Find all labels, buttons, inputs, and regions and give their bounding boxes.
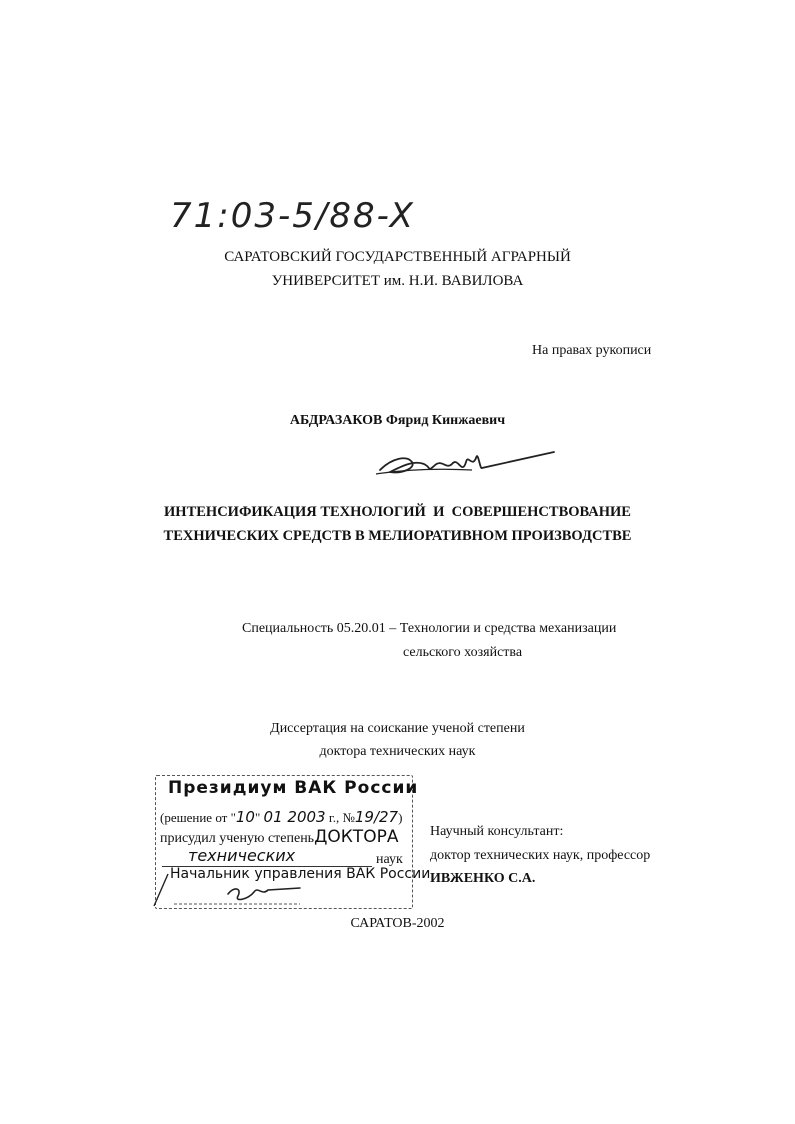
specialty-line1: Специальность 05.20.01 – Технологии и средства механизации	[242, 621, 617, 636]
author-name: АБДРАЗАКОВ Фярид Кинжаевич	[289, 413, 506, 428]
stamp-decision-number: 19/27	[354, 808, 399, 826]
author-signature	[372, 440, 557, 490]
stamp-field-handwritten: технических	[188, 846, 296, 865]
stamp-decision-day: 10	[235, 808, 255, 826]
city-year: САРАТОВ-2002	[350, 916, 445, 931]
consultant-name: ИВЖЕНКО С.А.	[430, 871, 536, 886]
degree-line2: доктора технических наук	[319, 744, 476, 759]
degree-line1: Диссертация на соискание ученой степени	[270, 721, 525, 736]
consultant-label: Научный консультант:	[430, 824, 564, 839]
stamp-awarded-prefix: присудил ученую степень	[160, 831, 315, 846]
stamp-decision	[160, 808, 402, 826]
stamp-title: Президиум ВАК России	[168, 778, 419, 798]
specialty-line2: сельского хозяйства	[403, 645, 523, 660]
catalog-number: 71:03-5/88-X	[170, 196, 415, 236]
university-name-line2: УНИВЕРСИТЕТ им. Н.И. ВАВИЛОВА	[271, 273, 524, 289]
manuscript-rights-note: На правах рукописи	[532, 343, 652, 358]
stamp-decision-year-suffix: г., №	[328, 810, 355, 825]
stamp-awarded	[160, 827, 398, 847]
dissertation-title-line2: ТЕХНИЧЕСКИХ СРЕДСТВ В МЕЛИОРАТИВНОМ ПРОИЗВОДСТВЕ	[163, 528, 632, 544]
stamp-awarded-degree: ДОКТОРА	[314, 827, 399, 847]
stamp-decision-prefix: (решение от "	[160, 810, 236, 825]
stamp-decision-date: 01 2003	[263, 808, 326, 826]
stamp-decision-quote: "	[254, 810, 261, 825]
stamp-field-suffix: наук	[376, 852, 403, 867]
stamp-head-label: Начальник управления ВАК России	[170, 866, 431, 882]
stamp-signature	[150, 866, 310, 915]
university-name-line1: САРАТОВСКИЙ ГОСУДАРСТВЕННЫЙ АГРАРНЫЙ	[224, 249, 571, 265]
dissertation-title-line1: ИНТЕНСИФИКАЦИЯ ТЕХНОЛОГИЙ И СОВЕРШЕНСТВОВАНИЕ	[164, 504, 631, 520]
consultant-degree: доктор технических наук, профессор	[430, 848, 651, 863]
stamp-decision-close: )	[398, 810, 403, 825]
